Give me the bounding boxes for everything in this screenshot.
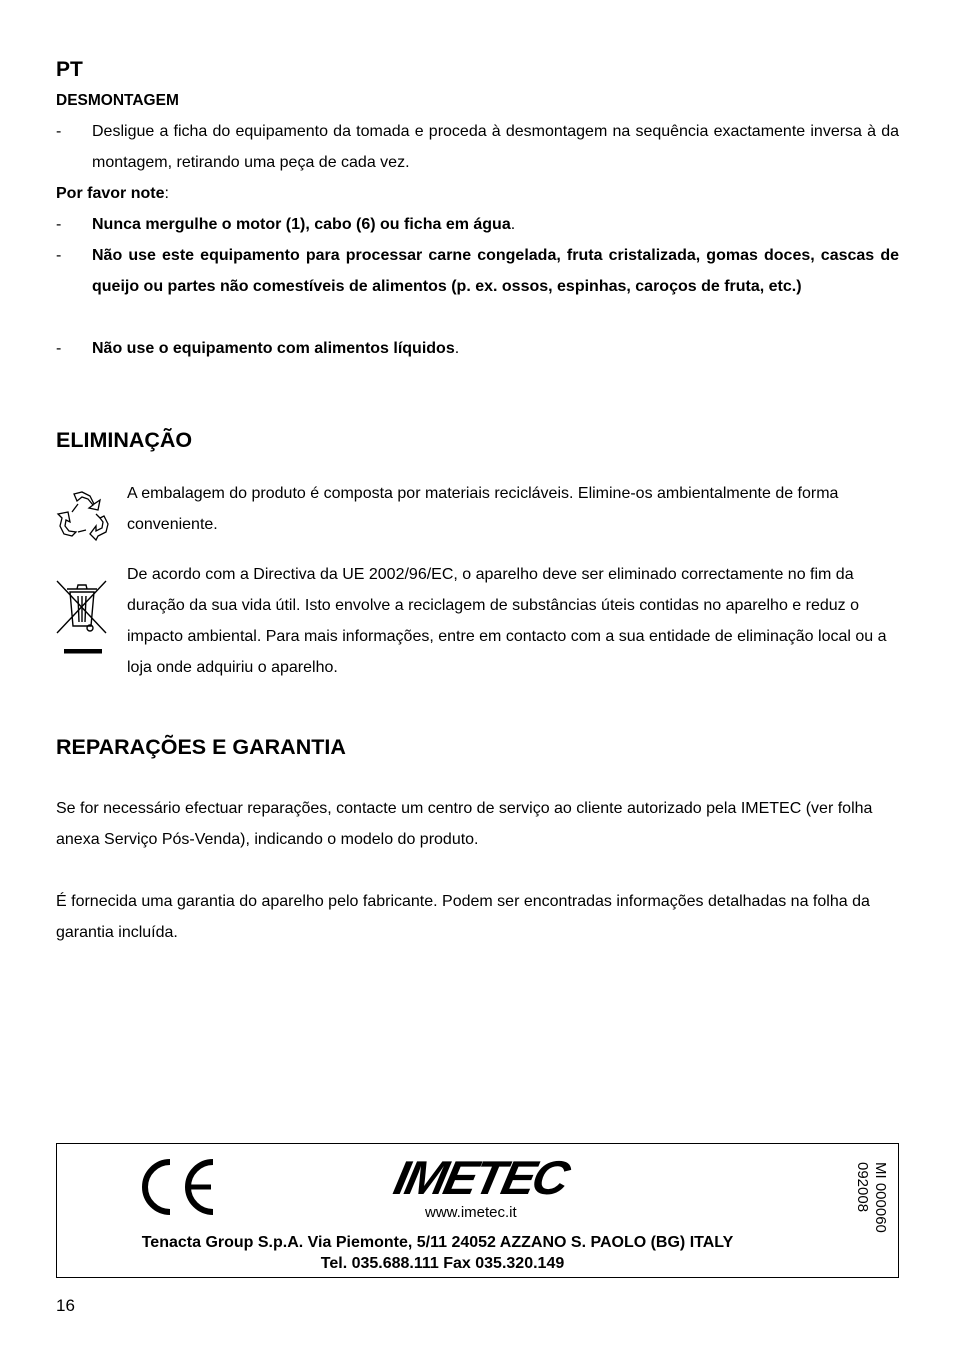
- desmontagem-text: Desligue a ficha do equipamento da tomada e proceda à desmontagem na sequência exactamente inversa à da montagem, retirando uma peça de cada vez.: [92, 123, 899, 171]
- list-item: - Não use este equipamento para processar carne congelada, fruta cristalizada, gomas doces, cascas de queijo ou partes não comestíveis de alimentos (p. ex. ossos, espinhas, caroços de fruta, etc.): [56, 247, 899, 295]
- company-address: Tenacta Group S.p.A. Via Piemonte, 5/11 24052 AZZANO S. PAOLO (BG) ITALY: [141, 1234, 734, 1251]
- note-item-1: Nunca mergulhe o motor (1), cabo (6) ou ficha em água: [92, 216, 511, 233]
- crossed-bin-icon: [54, 578, 110, 656]
- desmontagem-heading: DESMONTAGEM: [56, 92, 179, 109]
- website-text: www.imetec.it: [425, 1204, 517, 1221]
- note-item-2: Não use este equipamento para processar carne congelada, fruta cristalizada, gomas doces, cascas de queijo ou partes não comestíveis de alimentos (p. ex. ossos, espinhas, caroços de fruta, etc.): [92, 247, 899, 295]
- language-code: PT: [56, 58, 83, 81]
- reparacoes-heading: REPARAÇÕES E GARANTIA: [56, 735, 346, 759]
- ce-mark-icon: [137, 1156, 219, 1218]
- footer-box: [56, 1143, 899, 1278]
- document-code: MI 000060 092008: [854, 1162, 889, 1233]
- brand-logo: IMETEC: [389, 1151, 572, 1205]
- eliminacao-para-2: De acordo com a Directiva da UE 2002/96/EC, o aparelho deve ser eliminado correctamente no fim da duração da sua vida útil. Isto envolve a reciclagem de substâncias úteis contidas no aparelho e reduz o impacto ambiental. Para mais informações, entre em contacto com a sua entidade de eliminação local ou a loja onde adquiriu o aparelho.: [127, 566, 887, 676]
- list-item: - Não use o equipamento com alimentos líquidos.: [56, 340, 460, 357]
- reparacoes-para-1: Se for necessário efectuar reparações, contacte um centro de serviço ao cliente autorizado pela IMETEC (ver folha anexa Serviço Pós-Venda), indicando o modelo do produto.: [56, 800, 873, 848]
- recycle-icon: [56, 488, 112, 542]
- list-item: - Desligue a ficha do equipamento da tomada e proceda à desmontagem na sequência exactamente inversa à da montagem, retirando uma peça de cada vez.: [56, 116, 899, 178]
- page-number: 16: [56, 1296, 75, 1315]
- eliminacao-para-1: A embalagem do produto é composta por materiais recicláveis. Elimine-os ambientalmente de forma conveniente.: [127, 485, 839, 533]
- eliminacao-heading: ELIMINAÇÃO: [56, 428, 193, 452]
- list-item: - Nunca mergulhe o motor (1), cabo (6) ou ficha em água.: [56, 216, 516, 233]
- note-item-3: Não use o equipamento com alimentos líquidos: [92, 340, 455, 357]
- note-label: Por favor note:: [56, 185, 169, 202]
- company-phone: Tel. 035.688.111 Fax 035.320.149: [320, 1255, 565, 1272]
- reparacoes-para-2: É fornecida uma garantia do aparelho pelo fabricante. Podem ser encontradas informações detalhadas na folha da garantia incluída.: [56, 893, 870, 941]
